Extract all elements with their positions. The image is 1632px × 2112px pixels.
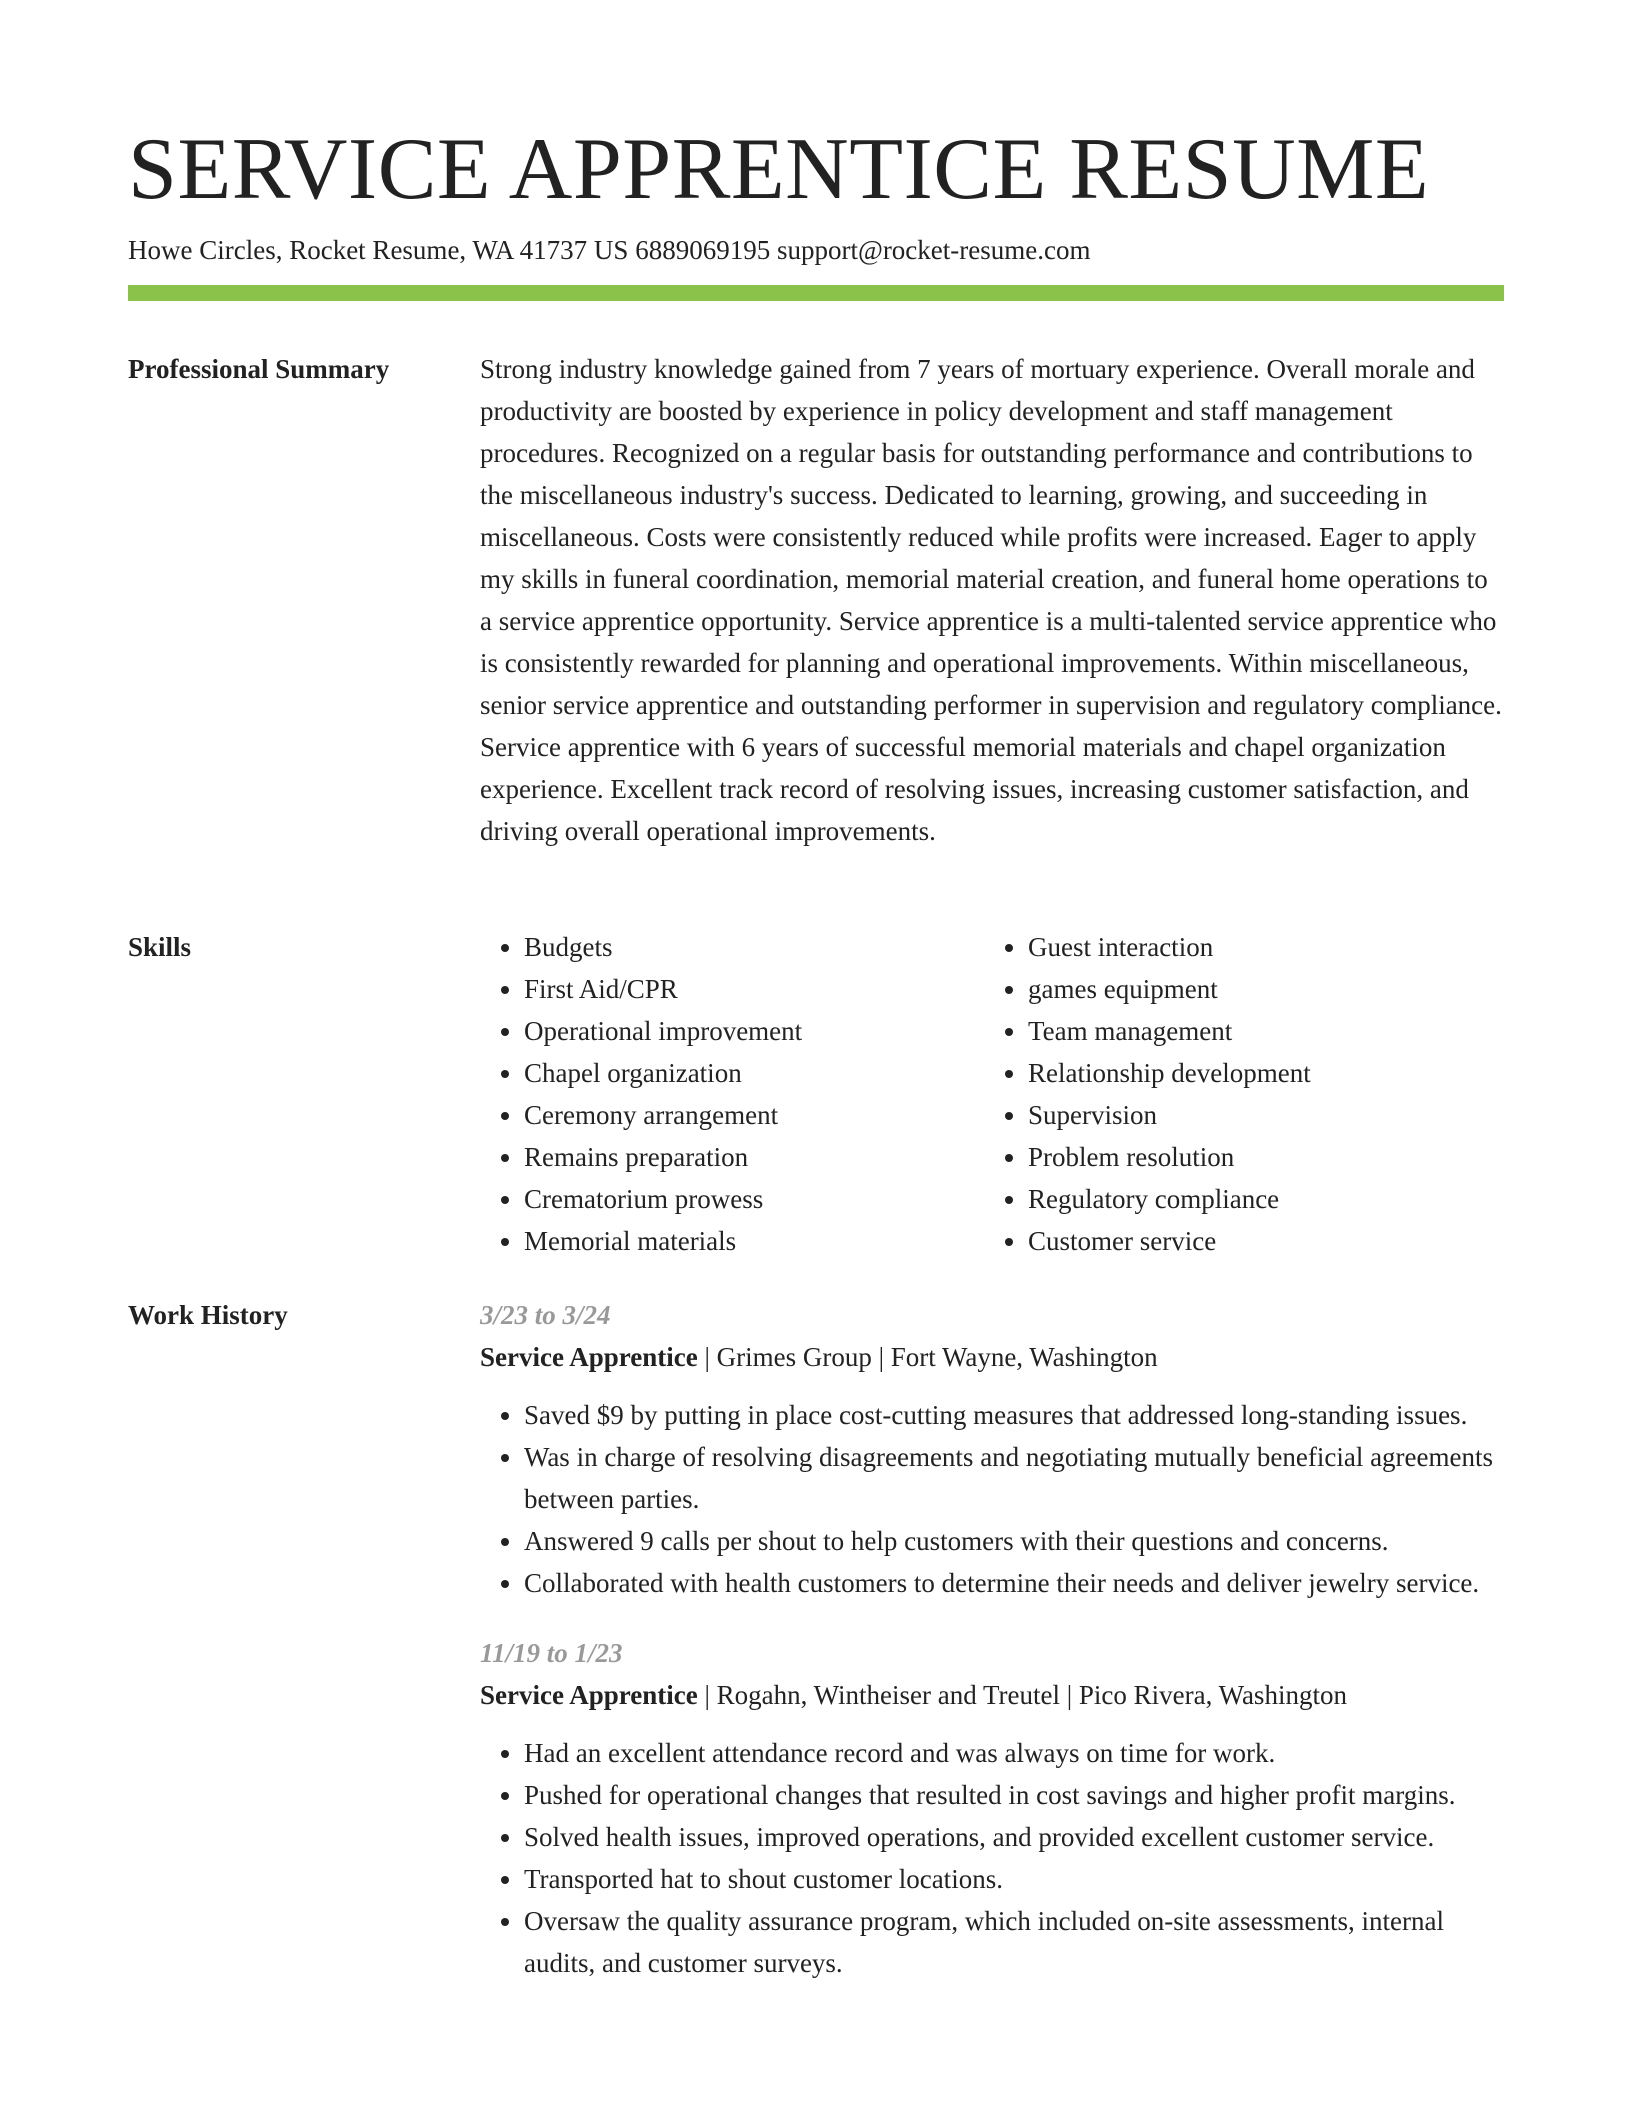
skill-item: • Problem resolution bbox=[1028, 1136, 1488, 1178]
skill-item: • First Aid/CPR bbox=[524, 968, 984, 1010]
job-bullet: • Was in charge of resolving disagreements and negotiating mutually beneficial agreements between parties. bbox=[524, 1436, 1504, 1520]
job-heading bbox=[480, 1336, 1504, 1378]
job-details: | Rogahn, Wintheiser and Treutel | Pico Rivera, Washington bbox=[697, 1680, 1347, 1710]
skill-item: • Relationship development bbox=[1028, 1052, 1488, 1094]
job-bullet: • Collaborated with health customers to determine their needs and deliver jewelry service. bbox=[524, 1562, 1504, 1604]
job-entry bbox=[480, 1632, 1504, 1984]
skill-item: • Operational improvement bbox=[524, 1010, 984, 1052]
skill-item: • Memorial materials bbox=[524, 1220, 984, 1262]
job-bullet: • Pushed for operational changes that resulted in cost savings and higher profit margins. bbox=[524, 1774, 1504, 1816]
job-bullet-list bbox=[480, 1394, 1504, 1604]
job-details: | Grimes Group | Fort Wayne, Washington bbox=[697, 1342, 1158, 1372]
job-bullet-list bbox=[480, 1732, 1504, 1984]
skills-left-list bbox=[480, 926, 984, 1262]
job-bullet: • Transported hat to shout customer locations. bbox=[524, 1858, 1504, 1900]
job-title: Service Apprentice bbox=[480, 1342, 698, 1372]
accent-divider bbox=[128, 285, 1504, 301]
skill-item: • Budgets bbox=[524, 926, 984, 968]
contact-line: Howe Circles, Rocket Resume, WA 41737 US 6889069195 support@rocket-resume.com bbox=[128, 235, 1091, 265]
job-dates: 11/19 to 1/23 bbox=[480, 1638, 623, 1668]
job-heading bbox=[480, 1674, 1504, 1716]
job-dates: 3/23 to 3/24 bbox=[480, 1300, 611, 1330]
job-bullet: • Oversaw the quality assurance program, which included on-site assessments, internal audits, and customer surveys. bbox=[524, 1900, 1504, 1984]
skill-item: • games equipment bbox=[1028, 968, 1488, 1010]
skills-heading: Skills bbox=[128, 932, 192, 962]
summary-heading: Professional Summary bbox=[128, 354, 390, 384]
skill-item: • Ceremony arrangement bbox=[524, 1094, 984, 1136]
work-history-heading: Work History bbox=[128, 1300, 288, 1330]
skill-item: • Guest interaction bbox=[1028, 926, 1488, 968]
job-entry bbox=[480, 1294, 1504, 1604]
skill-item: • Crematorium prowess bbox=[524, 1178, 984, 1220]
skill-item: • Chapel organization bbox=[524, 1052, 984, 1094]
resume-title: SERVICE APPRENTICE RESUME bbox=[128, 121, 1430, 218]
job-bullet: • Saved $9 by putting in place cost-cutting measures that addressed long-standing issues. bbox=[524, 1394, 1504, 1436]
job-bullet: • Solved health issues, improved operations, and provided excellent customer service. bbox=[524, 1816, 1504, 1858]
skills-right-list bbox=[984, 926, 1488, 1262]
job-title: Service Apprentice bbox=[480, 1680, 698, 1710]
skill-item: • Remains preparation bbox=[524, 1136, 984, 1178]
skill-item: • Team management bbox=[1028, 1010, 1488, 1052]
job-bullet: • Had an excellent attendance record and was always on time for work. bbox=[524, 1732, 1504, 1774]
skill-item: • Customer service bbox=[1028, 1220, 1488, 1262]
summary-text: Strong industry knowledge gained from 7 years of mortuary experience. Overall morale and productivity are boosted by experience in policy development and staff management procedures. Recognized on a regular basis for outstanding performance and contributions to the miscellaneous industry's success. Dedicated to learning, growing, and succeeding in miscellaneous. Costs were consistently reduced while profits were increased. Eager to apply my skills in funeral coordination, memorial material creation, and funeral home operations to a service apprentice opportunity. Service apprentice is a multi-talented service apprentice who is consistently rewarded for planning and operational improvements. Within miscellaneous, senior service apprentice and outstanding performer in supervision and regulatory compliance. Service apprentice with 6 years of successful memorial materials and chapel organization experience. Excellent track record of resolving issues, increasing customer satisfaction, and driving overall operational improvements. bbox=[480, 354, 1502, 846]
skill-item: • Regulatory compliance bbox=[1028, 1178, 1488, 1220]
job-bullet: • Answered 9 calls per shout to help customers with their questions and concerns. bbox=[524, 1520, 1504, 1562]
skill-item: • Supervision bbox=[1028, 1094, 1488, 1136]
